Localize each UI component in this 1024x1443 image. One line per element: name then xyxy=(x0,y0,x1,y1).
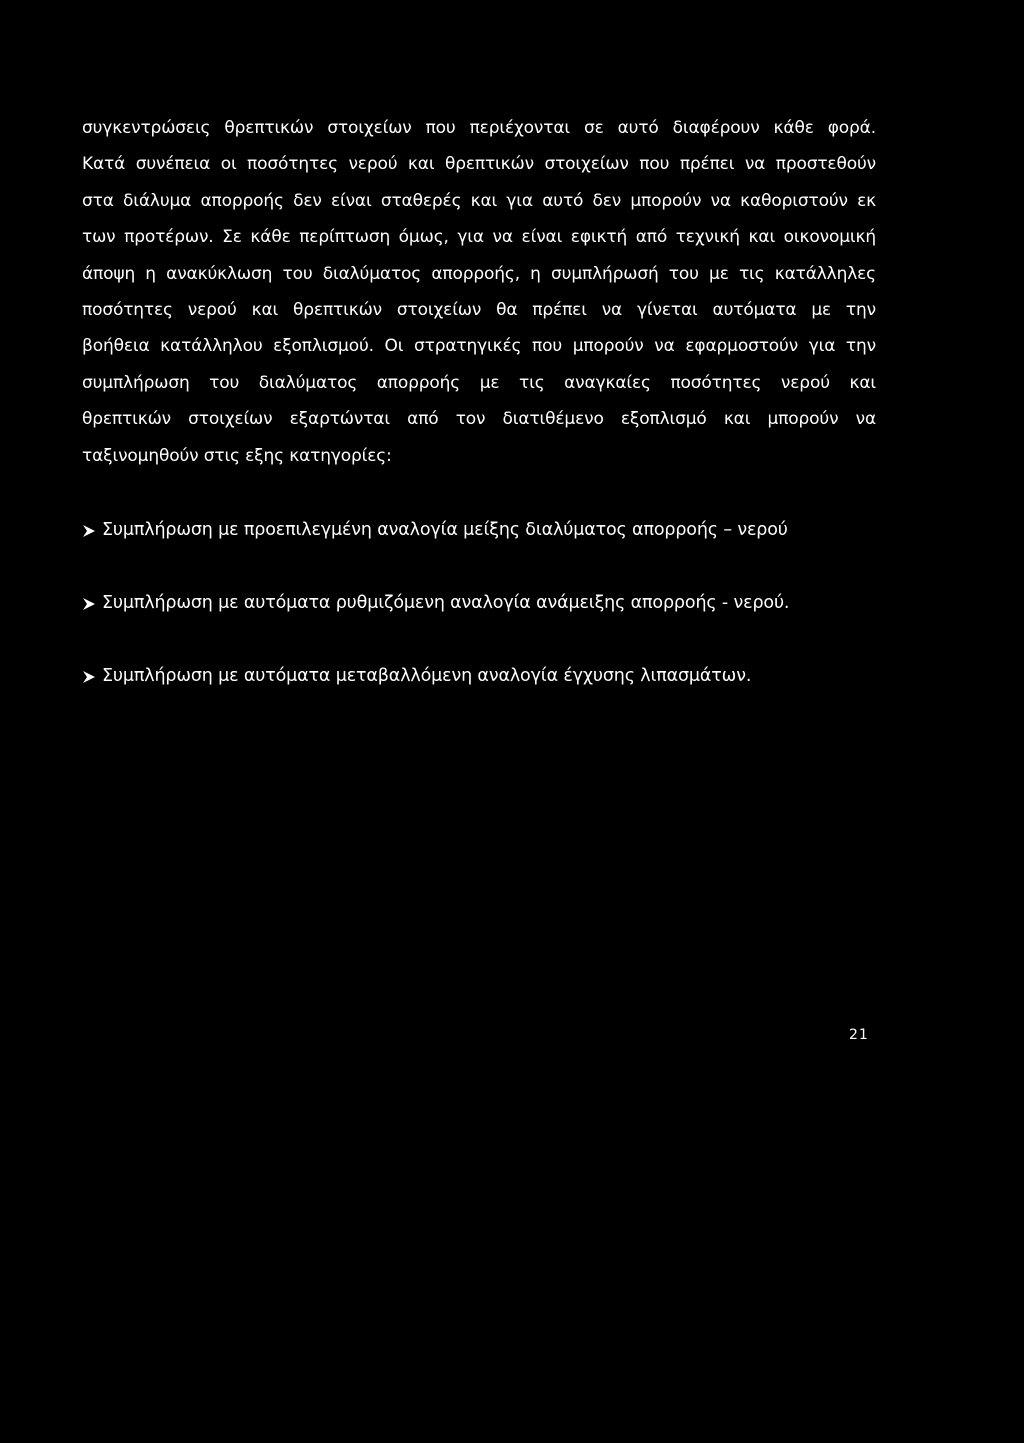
paragraph-line: ποσότητες νερού και θρεπτικών στοιχείων θα πρέπει να γίνεται αυτόματα με την xyxy=(82,299,876,320)
paragraph-line: Κατά συνέπεια οι ποσότητες νερού και θρεπτικών στοιχείων που πρέπει να προστεθούν xyxy=(82,154,876,175)
bullet-list xyxy=(82,511,882,730)
list-item xyxy=(82,511,882,550)
list-item-text: Συμπλήρωση με αυτόματα ρυθμιζόμενη αναλογία ανάμειξης απορροής - νερού. xyxy=(102,593,790,613)
paragraph-line: βοήθεια κατάλληλου εξοπλισμού. Οι στρατηγικές που μπορούν να εφαρμοστούν για την xyxy=(82,336,876,357)
paragraph-line: στα διάλυμα απορροής δεν είναι σταθερές και για αυτό δεν μπορούν να καθοριστούν εκ xyxy=(82,190,876,211)
list-item-text: Συμπλήρωση με προεπιλεγμένη αναλογία μείξης διαλύματος απορροής – νερού xyxy=(102,520,788,540)
paragraph-line: των προτέρων. Σε κάθε περίπτωση όμως, για να είναι εφικτή από τεχνική και οικονομική xyxy=(82,227,876,248)
paragraph-line: συμπλήρωση του διαλύματος απορροής με τις αναγκαίες ποσότητες νερού και xyxy=(82,372,876,393)
paragraph-line: θρεπτικών στοιχείων εξαρτώνται από τον διατιθέμενο εξοπλισμό και μπορούν να xyxy=(82,409,876,430)
list-item-text: Συμπλήρωση με αυτόματα μεταβαλλόμενη αναλογία έγχυσης λιπασμάτων. xyxy=(102,666,752,686)
paragraph-line: ταξινομηθούν στις εξης κατηγορίες: xyxy=(82,445,392,466)
paragraph-line: άποψη η ανακύκλωση του διαλύματος απορροής, η συμπλήρωσή του με τις κατάλληλες xyxy=(82,263,876,284)
list-item xyxy=(82,657,882,696)
list-item xyxy=(82,584,882,623)
paragraph-line: συγκεντρώσεις θρεπτικών στοιχείων που περιέχονται σε αυτό διαφέρουν κάθε φορά. xyxy=(82,118,876,138)
page-number: 21 xyxy=(849,1027,869,1043)
body-paragraph xyxy=(82,110,876,474)
